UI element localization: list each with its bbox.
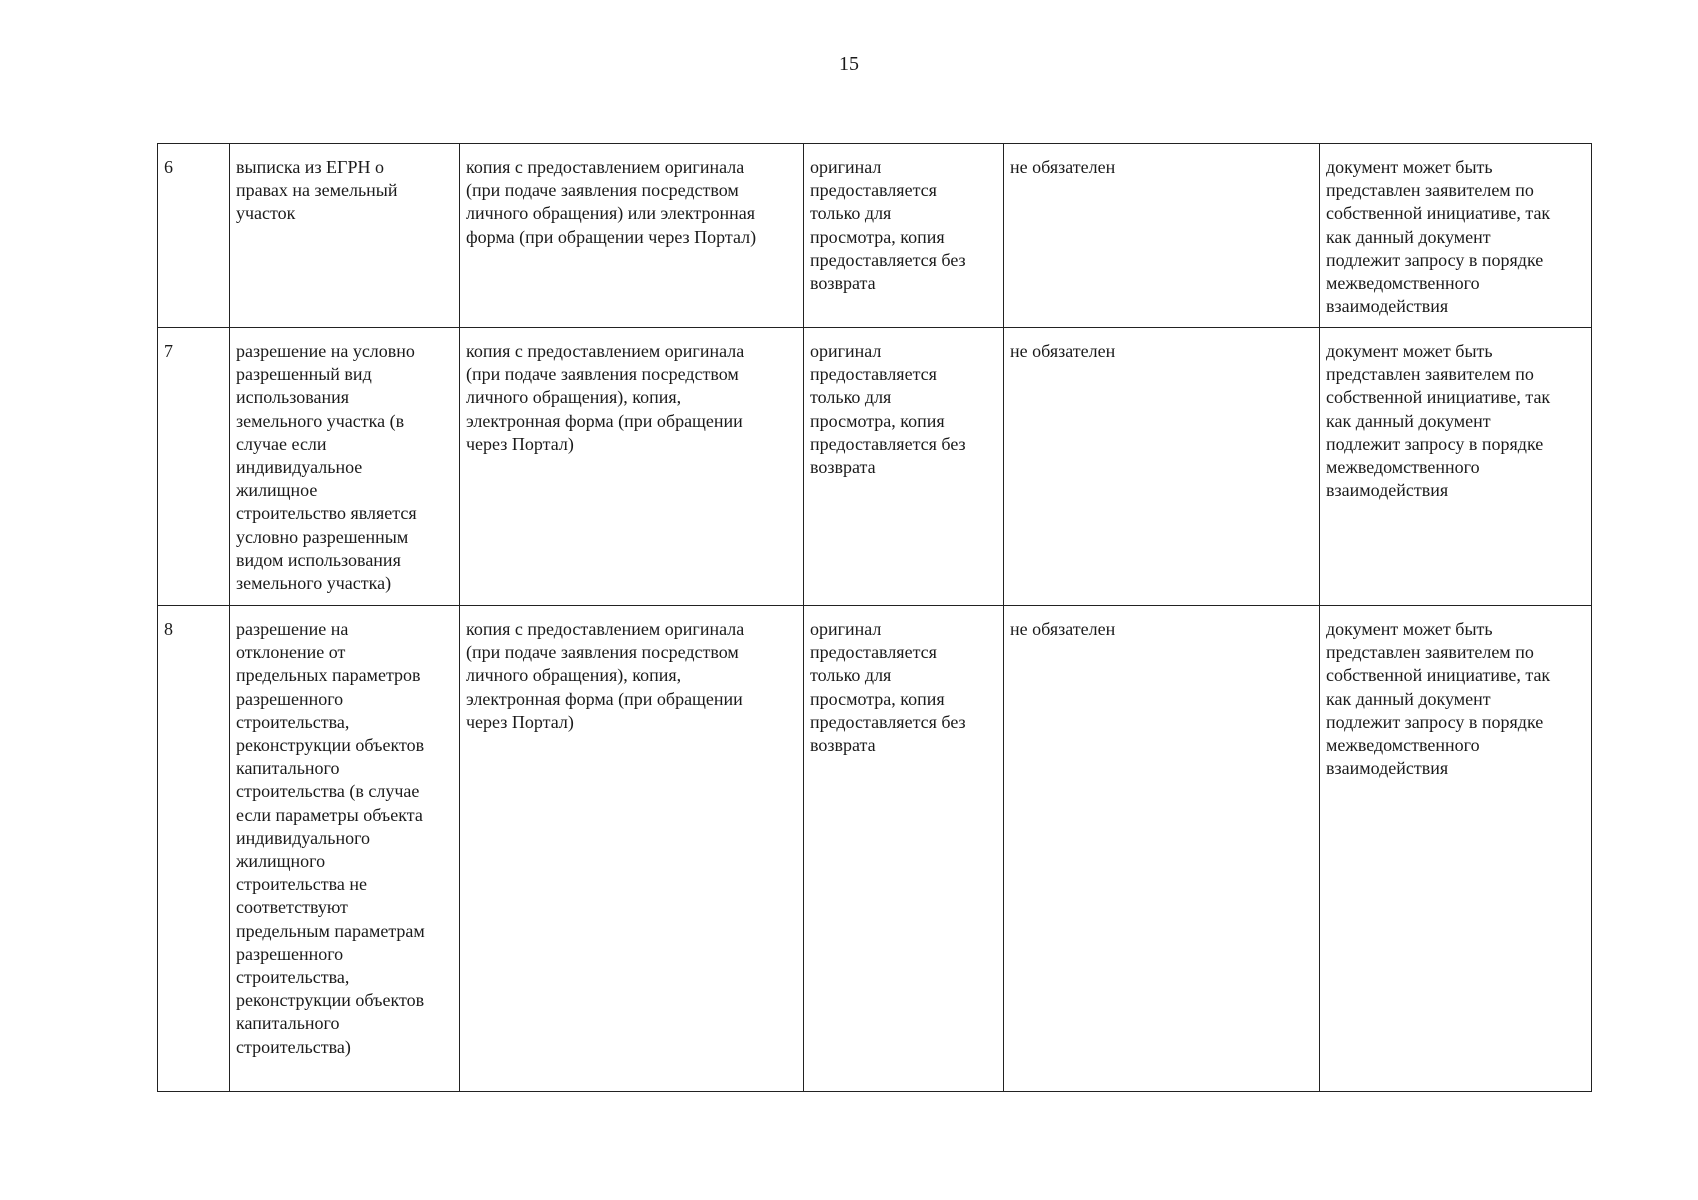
submission-form: копия с предоставлением оригинала (при подаче заявления посредством личного обращения) или электронная форма (при обращении через Портал) (466, 157, 757, 247)
document-name-cell (230, 606, 460, 1092)
original-handling-cell (804, 328, 1004, 606)
page-number: 15 (839, 53, 859, 75)
original-handling: оригинал предоставляется только для просмотра, копия предоставляется без возврата (810, 619, 966, 756)
document-name-cell (230, 328, 460, 606)
document-name: выписка из ЕГРН о правах на земельный участок (236, 157, 398, 224)
table-row (158, 606, 1592, 1092)
row-number-cell (158, 328, 230, 606)
table-row (158, 144, 1592, 328)
row-number: 7 (164, 341, 173, 361)
table-row (158, 328, 1592, 606)
submission-form: копия с предоставлением оригинала (при подаче заявления посредством личного обращения), копия, электронная форма (при обращении через Портал) (466, 341, 745, 454)
note-cell (1320, 606, 1592, 1092)
requirement-cell (1004, 328, 1320, 606)
row-number-cell (158, 144, 230, 328)
note: документ может быть представлен заявителем по собственной инициативе, так как данный документ подлежит запросу в порядке межведомственного взаимодействия (1326, 157, 1551, 317)
original-handling-cell (804, 144, 1004, 328)
note-cell (1320, 144, 1592, 328)
row-number-cell (158, 606, 230, 1092)
original-handling-cell (804, 606, 1004, 1092)
submission-form: копия с предоставлением оригинала (при подаче заявления посредством личного обращения), копия, электронная форма (при обращении через Портал) (466, 619, 745, 732)
note: документ может быть представлен заявителем по собственной инициативе, так как данный документ подлежит запросу в порядке межведомственного взаимодействия (1326, 619, 1551, 779)
row-number: 8 (164, 619, 173, 639)
note: документ может быть представлен заявителем по собственной инициативе, так как данный документ подлежит запросу в порядке межведомственного взаимодействия (1326, 341, 1551, 501)
documents-table (157, 143, 1592, 1092)
requirement: не обязателен (1010, 157, 1116, 177)
note-cell (1320, 328, 1592, 606)
requirement-cell (1004, 144, 1320, 328)
row-number: 6 (164, 157, 173, 177)
requirement-cell (1004, 606, 1320, 1092)
submission-form-cell (460, 328, 804, 606)
document-name: разрешение на условно разрешенный вид использования земельного участка (в случае если индивидуальное жилищное строительство является условно разрешенным видом использования земельного участка) (236, 341, 417, 594)
document-name: разрешение на отклонение от предельных параметров разрешенного строительства, реконструкции объектов капитального строительства (в случае если параметры объекта индивидуального жилищного строительства не соответствуют предельным параметрам разрешенного строительства, реконструкции объектов капитального строительства) (236, 619, 425, 1057)
requirement: не обязателен (1010, 619, 1116, 639)
original-handling: оригинал предоставляется только для просмотра, копия предоставляется без возврата (810, 341, 966, 478)
requirement: не обязателен (1010, 341, 1116, 361)
submission-form-cell (460, 144, 804, 328)
submission-form-cell (460, 606, 804, 1092)
original-handling: оригинал предоставляется только для просмотра, копия предоставляется без возврата (810, 157, 966, 294)
document-name-cell (230, 144, 460, 328)
